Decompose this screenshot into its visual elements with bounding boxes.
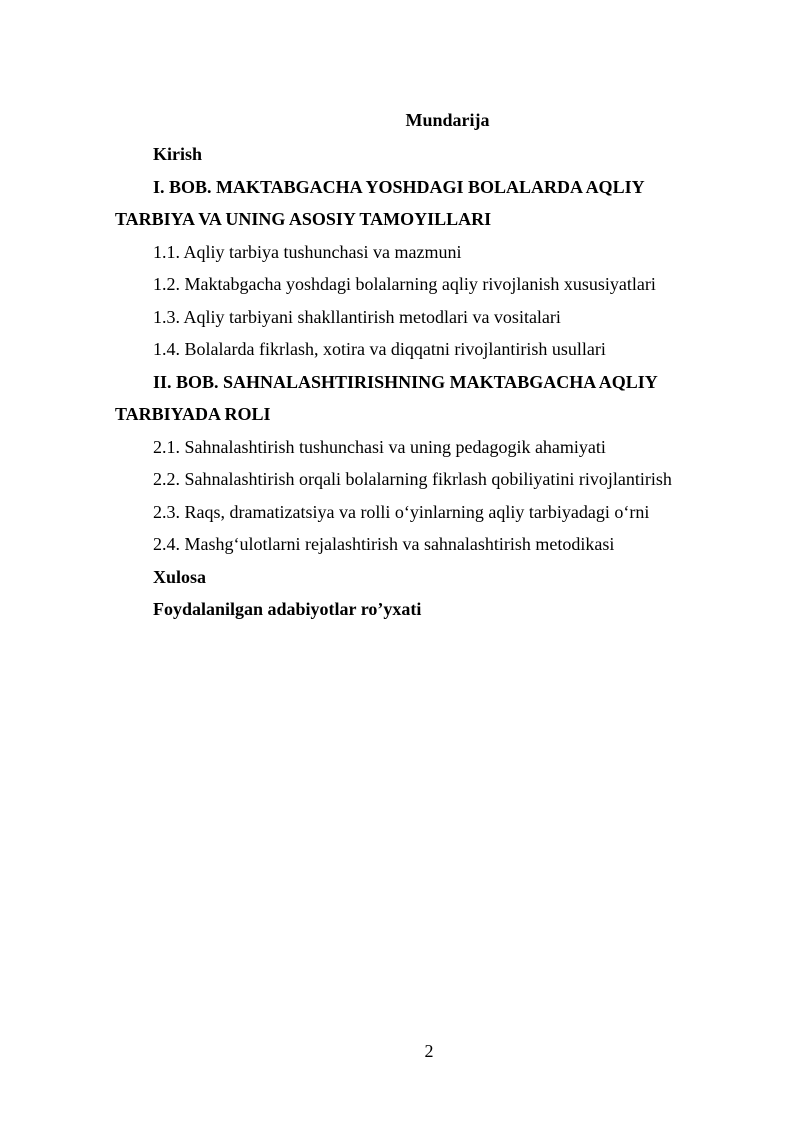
page-number: 2 <box>424 1041 434 1061</box>
toc-entry-section-2-3: 2.3. Raqs, dramatizatsiya va rolli o‘yinlarning aqliy tarbiyadagi o‘rni <box>153 501 650 522</box>
toc-entry-chapter-2: II. BOB. SAHNALASHTIRISHNING MAKTABGACHA AQLIY TARBIYADA ROLI <box>115 371 658 424</box>
toc-entry-conclusion: Xulosa <box>153 566 207 587</box>
toc-entry-introduction: Kirish <box>153 144 203 164</box>
page-title: Mundarija <box>405 110 490 130</box>
toc-entry-chapter-1: I. BOB. MAKTABGACHA YOSHDAGI BOLALARDA AQLIY TARBIYA VA UNING ASOSIY TAMOYILLARI <box>115 176 644 229</box>
toc-entry-section-2-4: 2.4. Mashg‘ulotlarni rejalashtirish va sahnalashtirish metodikasi <box>153 534 615 554</box>
table-of-contents <box>115 138 705 626</box>
toc-entry-section-1-1: 1.1. Aqliy tarbiya tushunchasi va mazmuni <box>153 241 462 262</box>
toc-entry-section-1-4: 1.4. Bolalarda fikrlash, xotira va diqqatni rivojlantirish usullari <box>153 339 606 359</box>
toc-entry-section-2-1: 2.1. Sahnalashtirish tushunchasi va uning pedagogik ahamiyati <box>153 436 606 457</box>
toc-entry-section-1-2: 1.2. Maktabgacha yoshdagi bolalarning aqliy rivojlanish xususiyatlari <box>153 274 656 294</box>
toc-entry-references: Foydalanilgan adabiyotlar ro’yxati <box>153 599 422 619</box>
toc-entry-section-2-2: 2.2. Sahnalashtirish orqali bolalarning fikrlash qobiliyatini rivojlantirish <box>153 469 672 489</box>
toc-entry-section-1-3: 1.3. Aqliy tarbiyani shakllantirish metodlari va vositalari <box>153 306 561 327</box>
